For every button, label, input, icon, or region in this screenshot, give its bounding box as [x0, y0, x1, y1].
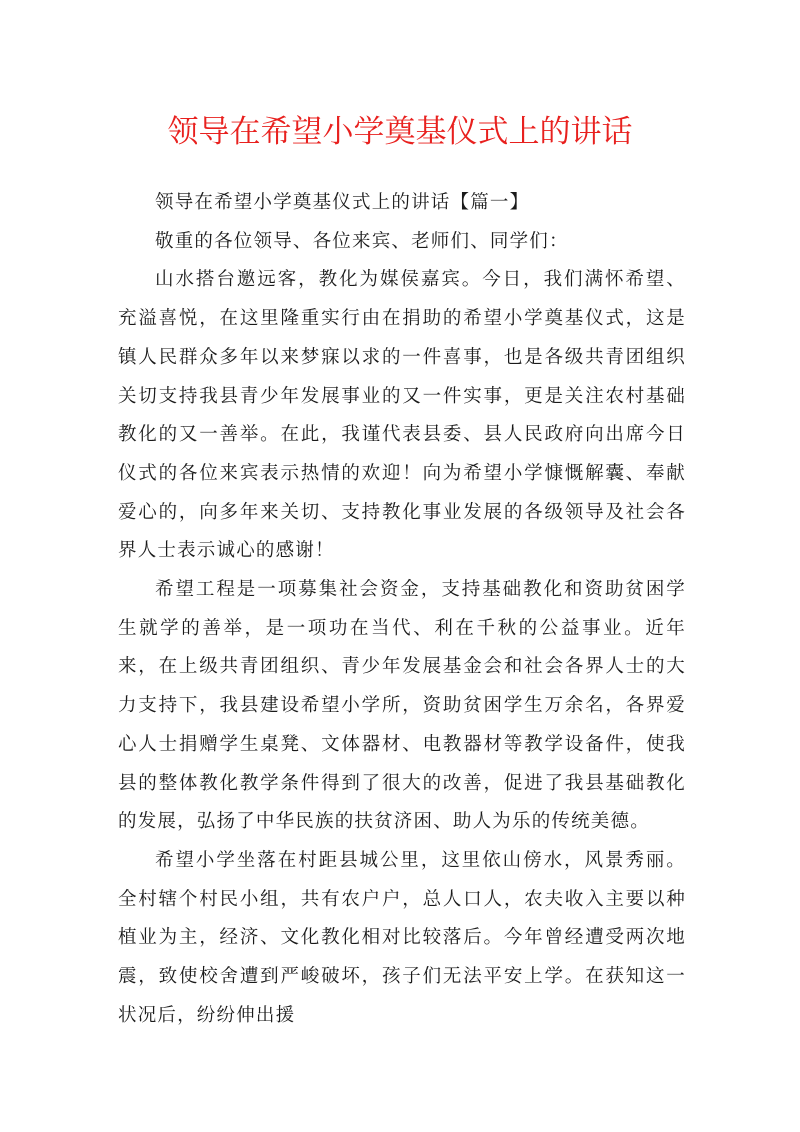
body-paragraph: 希望工程是一项募集社会资金，支持基础教化和资助贫困学生就学的善举，是一项功在当代、利在千秋的公益事业。近年来，在上级共青团组织、青少年发展基金会和社会各界人士的大力支持下，我县建设希望小学所，资助贫困学生万余名，各界爱心人士捐赠学生桌凳、文体器材、电教器材等教学设备件，使我县的整体教化教学条件得到了很大的改善，促进了我县基础教化的发展，弘扬了中华民族的扶贫济困、助人为乐的传统美德。: [118, 579, 686, 833]
body-paragraph: 希望小学坐落在村距县城公里，这里依山傍水，风景秀丽。全村辖个村民小组，共有农户户，总人口人，农夫收入主要以种植业为主，经济、文化教化相对比较落后。今年曾经遭受两次地震，致使校舍遭到严峻破坏，孩子们无法平安上学。在获知这一状况后，纷纷伸出援: [118, 849, 686, 1026]
document-body: [118, 184, 686, 1035]
section-heading: 领导在希望小学奠基仪式上的讲话【篇一】: [155, 192, 530, 213]
document-title: 领导在希望小学奠基仪式上的讲话: [167, 114, 633, 150]
salutation-paragraph: 敬重的各位领导、各位来宾、老师们、同学们：: [155, 230, 569, 252]
body-paragraph: 山水搭台邀远客，教化为媒侯嘉宾。今日，我们满怀希望、充溢喜悦，在这里隆重实行由在捐助的希望小学奠基仪式，这是镇人民群众多年以来梦寐以求的一件喜事，也是各级共青团组织关切支持我县青少年发展事业的又一件实事，更是关注农村基础教化的又一善举。在此，我谨代表县委、县人民政府向出席今日仪式的各位来宾表示热情的欢迎！向为希望小学慷慨解囊、奉献爱心的，向多年来关切、支持教化事业发展的各级领导及社会各界人士表示诚心的感谢！: [118, 269, 686, 562]
